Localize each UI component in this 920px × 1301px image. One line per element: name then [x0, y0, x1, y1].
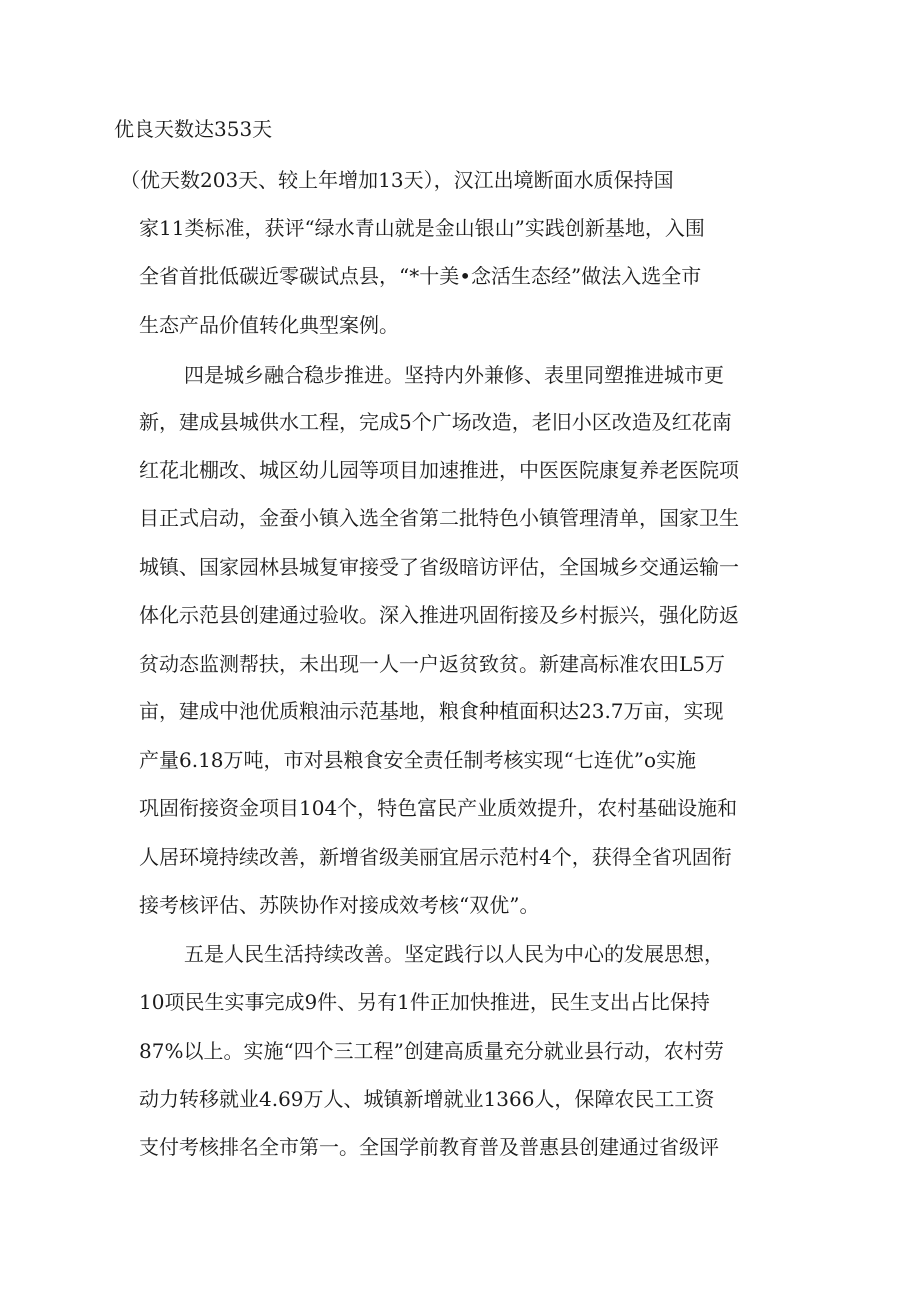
text-line: 贫动态监测帮扶，未出现一人一户返贫致贫。新建高标准农田L5万 — [139, 652, 726, 676]
text-line: 目正式启动，金蚕小镇入选全省第二批特色小镇管理清单，国家卫生 — [139, 506, 739, 530]
text-line: 全省首批低碳近零碳试点县，“*十美•念活生态经”做法入选全市 — [139, 264, 702, 288]
text-line: 体化示范县创建通过验收。深入推进巩固衔接及乡村振兴，强化防返 — [139, 603, 739, 627]
text-line: 家11类标准，获评“绿水青山就是金山银山”实践创新基地，入围 — [139, 216, 705, 240]
text-line: 巩固衔接资金项目104个，特色富民产业质效提升，农村基础设施和 — [139, 796, 738, 820]
paragraph-start-line: 五是人民生活持续改善。坚定践行以人民为中心的发展思想， — [184, 942, 724, 966]
text-line: 新，建成县城供水工程，完成5个广场改造，老旧小区改造及红花南 — [139, 410, 732, 434]
text-line: 10项民生实事完成9件、另有1件正加快推进，民生支出占比保持 — [139, 990, 710, 1014]
text-line: 人居环境持续改善，新增省级美丽宜居示范村4个，获得全省巩固衔 — [139, 845, 732, 869]
text-line: 接考核评估、苏陕协作对接成效考核“双优”。 — [139, 893, 540, 917]
text-line: 支付考核排名全市第一。全国学前教育普及普惠县创建通过省级评 — [139, 1135, 719, 1159]
text-line: 动力转移就业4.69万人、城镇新增就业1366人，保障农民工工资 — [139, 1087, 715, 1111]
text-line: 产量6.18万吨，市对县粮食安全责任制考核实现“七连优”o实施 — [139, 748, 697, 772]
text-line: （优天数203天、较上年增加13天），汉江出境断面水质保持国 — [120, 168, 674, 192]
text-line: 红花北棚改、城区幼儿园等项目加速推进，中医医院康复养老医院项 — [139, 458, 739, 482]
text-line: 亩，建成中池优质粮油示范基地，粮食种植面积达23.7万亩，实现 — [139, 699, 724, 723]
text-line: 87%以上。实施“四个三工程”创建高质量充分就业县行动，农村劳 — [139, 1039, 724, 1063]
text-line: 优良天数达353天 — [114, 117, 273, 141]
text-line: 生态产品价值转化典型案例。 — [139, 313, 399, 337]
paragraph-start-line: 四是城乡融合稳步推进。坚持内外兼修、表里同塑推进城市更 — [184, 363, 724, 387]
text-line: 城镇、国家园林县城复审接受了省级暗访评估，全国城乡交通运输一 — [139, 555, 739, 579]
